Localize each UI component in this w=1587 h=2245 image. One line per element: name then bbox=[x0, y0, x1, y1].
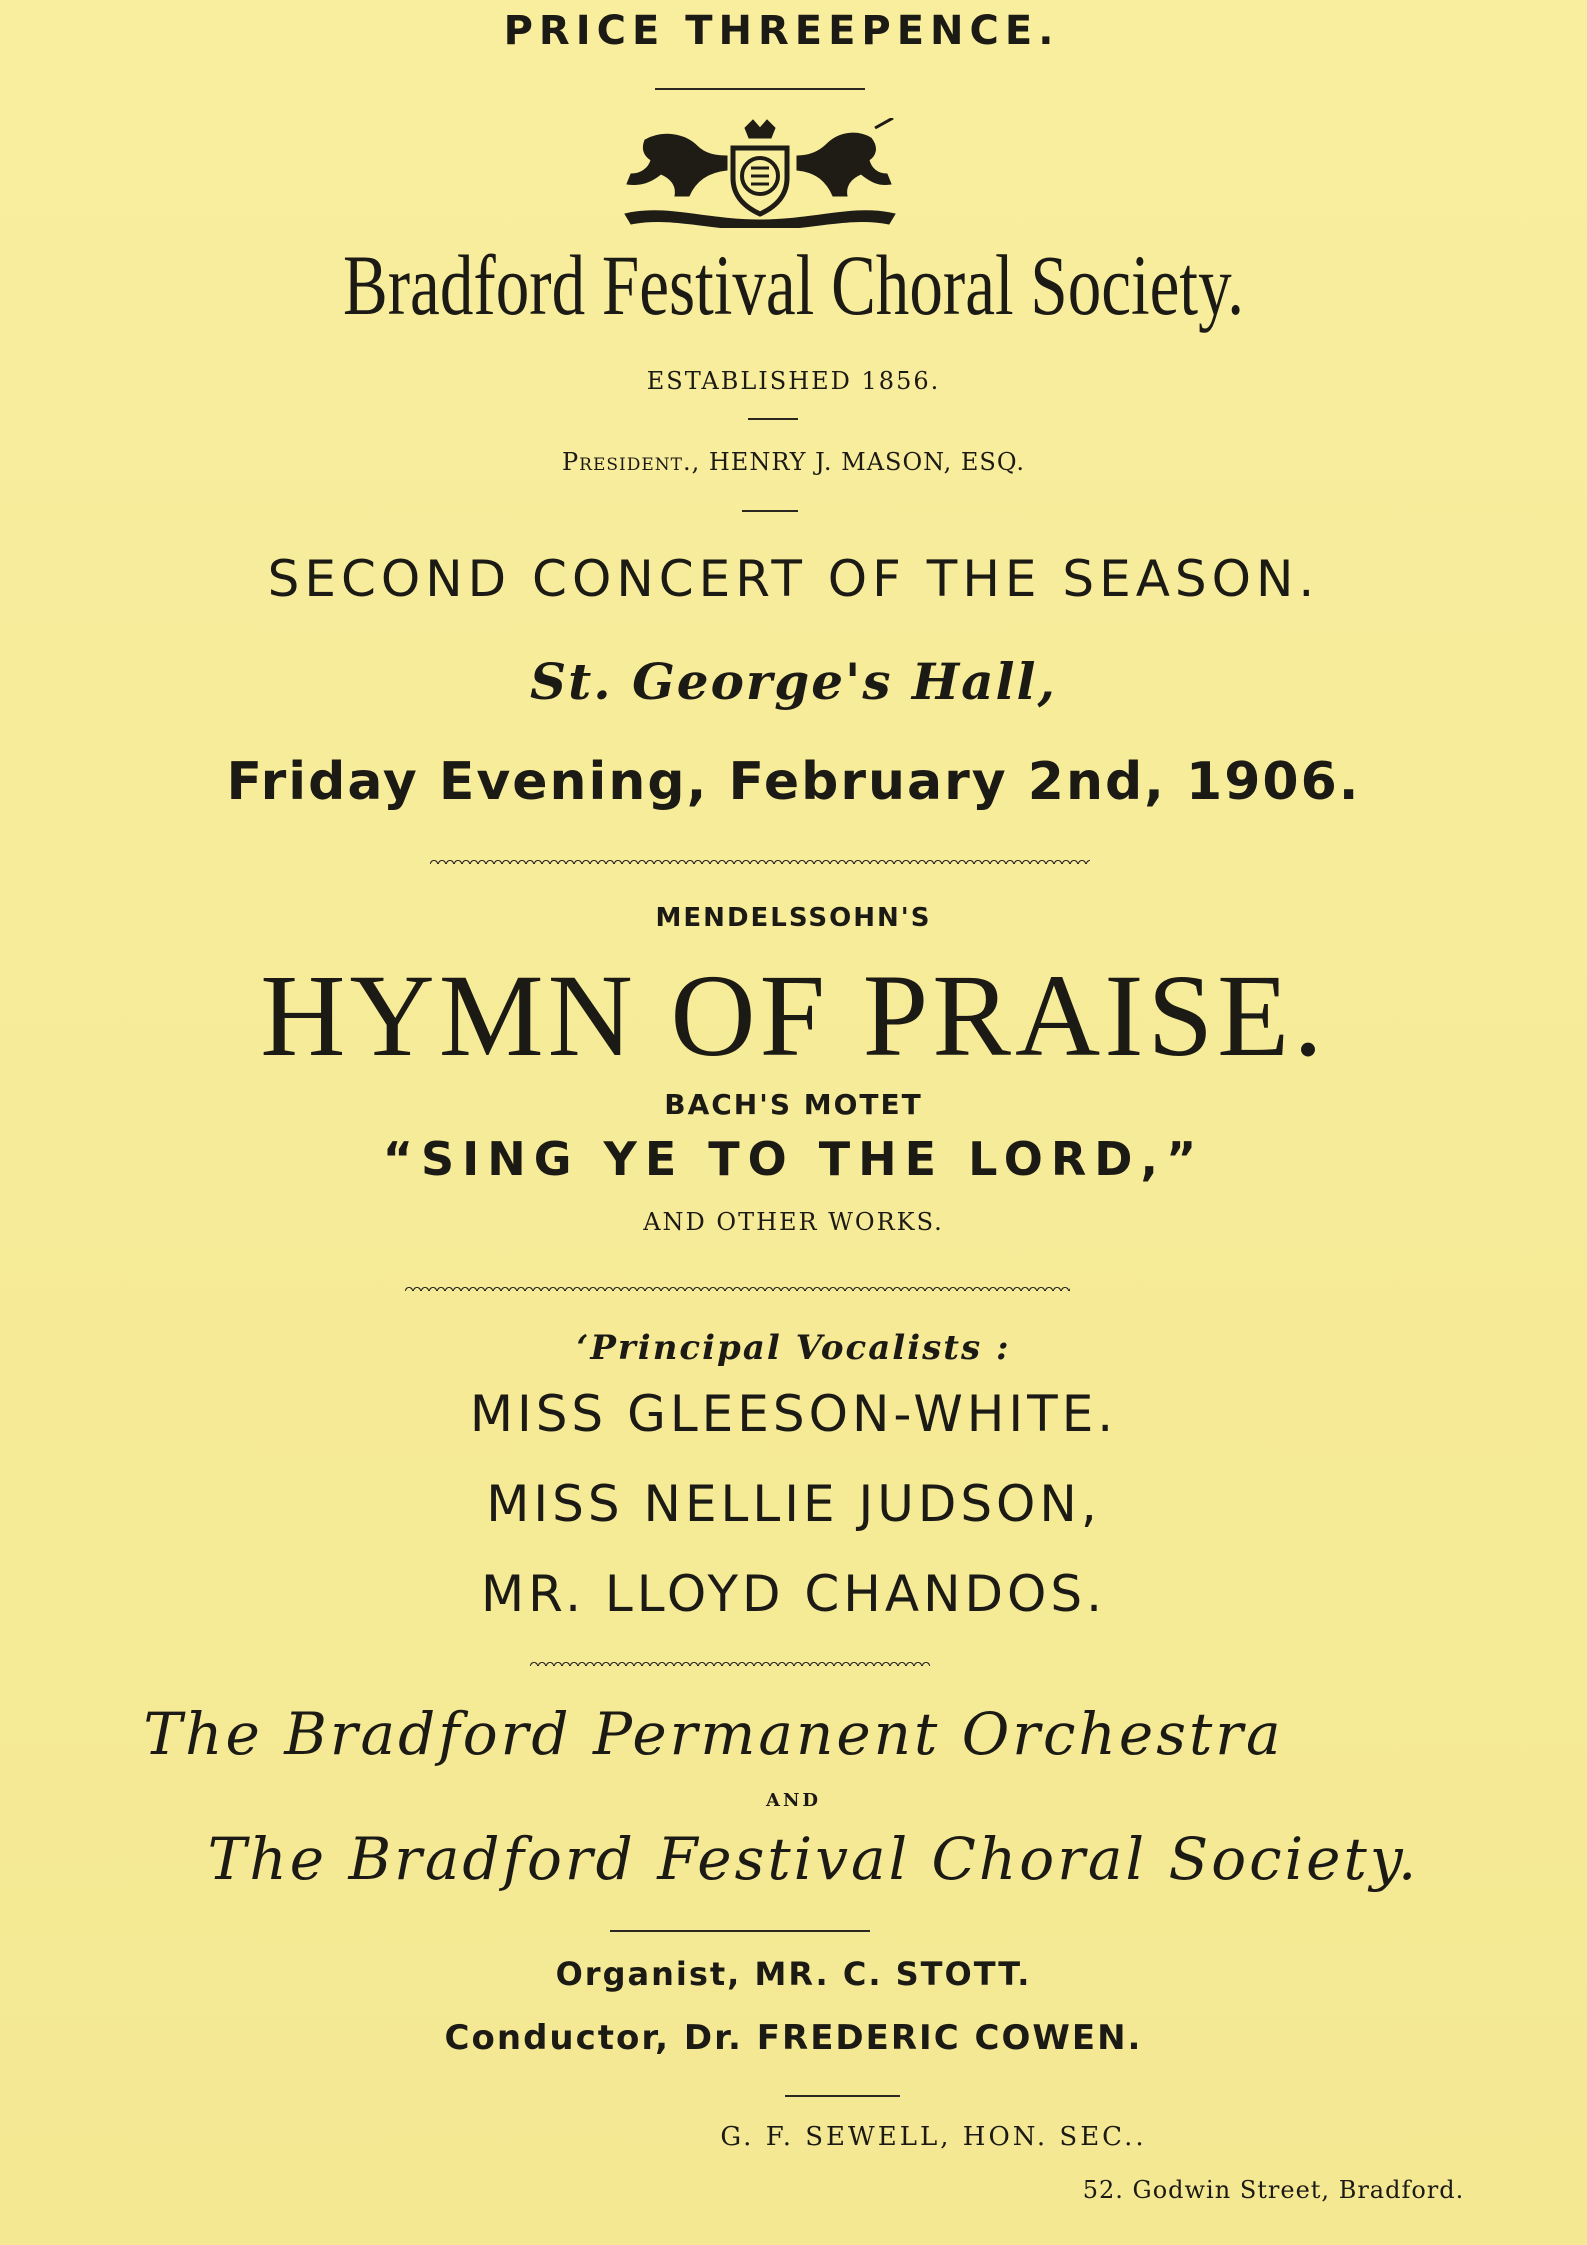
divider bbox=[748, 418, 798, 420]
vocalist-3: MR. LLOYD CHANDOS. bbox=[481, 1565, 1106, 1623]
established-line: ESTABLISHED 1856. bbox=[646, 367, 941, 395]
divider bbox=[742, 510, 798, 512]
vocalist-1: MISS GLEESON-WHITE. bbox=[469, 1385, 1118, 1443]
wavy-divider bbox=[405, 1285, 1070, 1291]
vocalist-2: MISS NELLIE JUDSON, bbox=[486, 1475, 1101, 1533]
president-line: President., HENRY J. MASON, ESQ. bbox=[562, 448, 1025, 476]
venue: St. George's Hall, bbox=[530, 652, 1057, 711]
other-works: AND OTHER WORKS. bbox=[643, 1208, 944, 1236]
organist: Organist, MR. C. STOTT. bbox=[555, 1955, 1032, 1993]
concert-title: SECOND CONCERT OF THE SEASON. bbox=[267, 550, 1320, 608]
address: 52. Godwin Street, Bradford. bbox=[1082, 2176, 1465, 2204]
vocalists-heading: ‘Principal Vocalists : bbox=[576, 1328, 1011, 1368]
and-connector: AND bbox=[765, 1790, 822, 1811]
wavy-divider bbox=[430, 858, 1090, 864]
concert-date: Friday Evening, February 2nd, 1906. bbox=[226, 752, 1361, 812]
divider bbox=[610, 1930, 870, 1932]
main-work-title: HYMN OF PRAISE. bbox=[260, 950, 1327, 1081]
secretary: G. F. SEWELL, HON. SEC.. bbox=[720, 2122, 1147, 2152]
orchestra-name: The Bradford Permanent Orchestra bbox=[143, 1700, 1284, 1768]
conductor: Conductor, Dr. FREDERIC COWEN. bbox=[444, 2018, 1143, 2058]
wavy-divider bbox=[530, 1660, 930, 1666]
divider bbox=[785, 2095, 900, 2097]
composer: MENDELSSOHN'S bbox=[655, 903, 932, 933]
divider bbox=[655, 88, 865, 90]
royal-coat-of-arms-icon bbox=[605, 118, 915, 228]
second-composer: BACH'S MOTET bbox=[664, 1088, 923, 1121]
price-heading: PRICE THREEPENCE. bbox=[503, 8, 1060, 54]
choir-name: The Bradford Festival Choral Society. bbox=[207, 1825, 1420, 1893]
second-work-title: “SING YE TO THE LORD,” bbox=[382, 1132, 1205, 1186]
society-title: Bradford Festival Choral Society. bbox=[342, 237, 1245, 333]
